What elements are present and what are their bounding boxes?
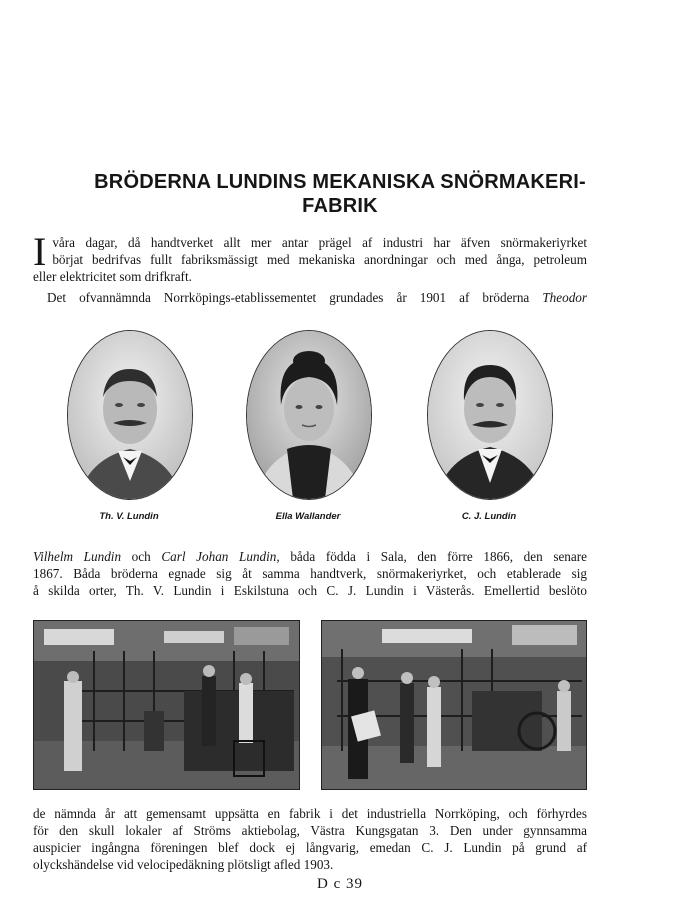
- closing-line-3: auspicier ingångna föreningen blef dock ej långvarig, emedan C. J. Lundin på grund af: [33, 840, 587, 855]
- article-title-line-1: BRÖDERNA LUNDINS MEKANISKA SNÖRMAKERI-: [94, 171, 586, 193]
- intro-line-3: eller elektricitet som drifkraft.: [33, 269, 192, 284]
- name-carl-johan-lundin: Carl Johan Lundin,: [161, 549, 280, 564]
- portrait-c-j-lundin: [427, 330, 553, 500]
- brothers-line-1-rest: båda födda i Sala, den förre 1866, den senare: [279, 549, 587, 564]
- portrait-caption-ella-wallander: Ella Wallander: [275, 511, 341, 522]
- factory-photo-right: [321, 620, 587, 790]
- portrait-th-v-lundin: [67, 330, 193, 500]
- intro-paragraph: [33, 229, 587, 285]
- portrait-ella-wallander: [246, 330, 372, 500]
- closing-line-4: olyckshändelse vid velocipedäkning plötsligt afled 1903.: [33, 857, 334, 872]
- brothers-line-3: å skilda orter, Th. V. Lundin i Eskilstuna och C. J. Lundin i Västerås. Emellertid beslöto: [33, 583, 587, 598]
- closing-paragraph: [33, 805, 587, 873]
- brothers-conjunction: och: [121, 549, 162, 564]
- article-title-line-2: FABRIK: [302, 195, 378, 217]
- founding-paragraph: [33, 289, 587, 306]
- portrait-c-j-lundin-image: [428, 331, 552, 499]
- portrait-caption-th-v-lundin: Th. V. Lundin: [99, 511, 159, 522]
- article-title: [40, 170, 640, 218]
- founding-name-theodor: Theodor: [542, 290, 588, 305]
- brothers-paragraph: [33, 548, 587, 599]
- closing-line-2: för den skull lokaler af Ströms aktiebolag, Västra Kungsgatan 3. Den under gynnsamma: [33, 823, 587, 838]
- factory-photo-right-image: [322, 621, 586, 789]
- page-number: D c 39: [317, 876, 363, 892]
- factory-photo-left-image: [34, 621, 299, 789]
- founding-text: Det ofvannämnda Norrköpings-etablissementet grundades år 1901 af bröderna: [47, 290, 530, 305]
- factory-photo-left: [33, 620, 300, 790]
- brothers-line-2: 1867. Båda bröderna egnade sig åt samma handtverk, snörmakeriyrket, och etablerade sig: [33, 566, 587, 581]
- portrait-caption-c-j-lundin: C. J. Lundin: [461, 511, 517, 522]
- drop-cap: I: [33, 229, 47, 274]
- intro-line-1: våra dagar, då handtverket allt mer antar prägel af industri har äfven snörmakeriyrket: [52, 235, 587, 250]
- name-vilhelm-lundin: Vilhelm Lundin: [33, 549, 122, 564]
- intro-line-2: börjat bedrifvas fullt fabriksmässigt med mekaniska anordningar och med ånga, petroleum: [52, 252, 587, 267]
- portrait-ella-wallander-image: [247, 331, 371, 499]
- portrait-th-v-lundin-image: [68, 331, 192, 499]
- brothers-line-1: [33, 548, 587, 565]
- closing-line-1: de nämnda år att gemensamt uppsätta en fabrik i det industriella Norrköping, och förhyrdes: [33, 806, 587, 821]
